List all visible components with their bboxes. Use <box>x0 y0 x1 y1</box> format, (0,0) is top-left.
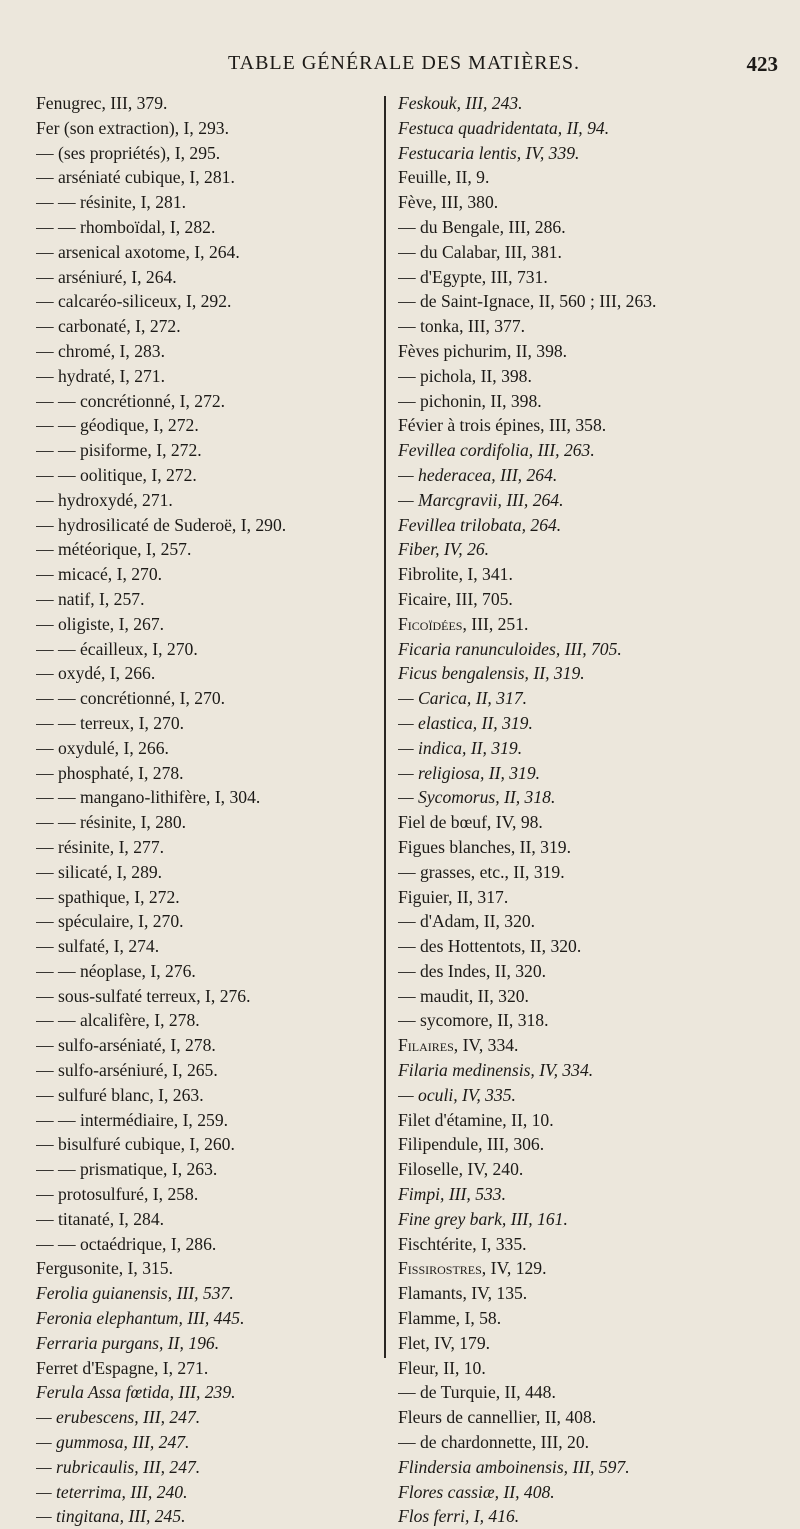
index-entry: Filoselle, IV, 240. <box>398 1159 524 1180</box>
index-entry: Filipendule, III, 306. <box>398 1134 545 1155</box>
index-entry: — silicaté, I, 289. <box>36 861 163 882</box>
index-entry: — hydroxydé, 271. <box>36 489 173 510</box>
index-entry: Flos ferri, I, 416. <box>398 1506 520 1527</box>
index-entry: — hydraté, I, 271. <box>36 365 165 386</box>
index-entry: — d'Egypte, III, 731. <box>398 266 548 287</box>
running-title: TABLE GÉNÉRALE DES MATIÈRES. <box>228 52 580 74</box>
index-entry: Fleurs de cannellier, II, 408. <box>398 1407 597 1428</box>
index-entry: — indica, II, 319. <box>398 737 523 758</box>
index-entry: Flores cassiæ, II, 408. <box>398 1481 555 1502</box>
index-entry: — arséniuré, I, 264. <box>36 266 177 287</box>
index-entry: — — néoplase, I, 276. <box>36 960 196 981</box>
index-entry: — — pisiforme, I, 272. <box>36 440 202 461</box>
index-entry: — d'Adam, II, 320. <box>398 911 536 932</box>
index-entry: — des Hottentots, II, 320. <box>398 936 582 957</box>
index-entry: Ficaria ranunculoides, III, 705. <box>398 638 622 659</box>
index-entry: Ferret d'Espagne, I, 271. <box>36 1357 209 1378</box>
index-entry: — pichonin, II, 398. <box>398 390 542 411</box>
index-entry: Feskouk, III, 243. <box>398 93 523 113</box>
index-entry: — Marcgravii, III, 264. <box>398 489 564 510</box>
index-entry: — calcaréo-siliceux, I, 292. <box>36 291 232 312</box>
index-entry: — sulfo-arséniaté, I, 278. <box>36 1035 216 1056</box>
index-entry: Flamme, I, 58. <box>398 1308 502 1329</box>
index-entry: — hydrosilicaté de Suderoë, I, 290. <box>36 514 287 535</box>
index-entry: — — oolitique, I, 272. <box>36 464 197 485</box>
index-entry: — oxydé, I, 266. <box>36 663 156 684</box>
index-entry: Flindersia amboinensis, III, 597. <box>398 1456 630 1477</box>
index-entry: Ficaire, III, 705. <box>398 588 513 609</box>
index-entry: — — terreux, I, 270. <box>36 712 185 733</box>
index-entry: Fischtérite, I, 335. <box>398 1233 527 1254</box>
index-entry: — oculi, IV, 335. <box>398 1084 516 1105</box>
index-entry: — teterrima, III, 240. <box>36 1481 188 1502</box>
index-entry: — elastica, II, 319. <box>398 712 533 733</box>
index-entry: Ferula Assa fœtida, III, 239. <box>36 1382 236 1403</box>
index-entry: — tingitana, III, 245. <box>36 1506 186 1527</box>
index-entry: Festucaria lentis, IV, 339. <box>398 142 580 163</box>
index-entry: — — géodique, I, 272. <box>36 415 199 436</box>
index-entry: — — concrétionné, I, 272. <box>36 390 226 411</box>
index-entry: Ferraria purgans, II, 196. <box>36 1332 220 1353</box>
index-entry: — (ses propriétés), I, 295. <box>36 142 221 163</box>
index-entry: — — concrétionné, I, 270. <box>36 688 226 709</box>
index-entry: — Carica, II, 317. <box>398 688 528 709</box>
index-entry: — — alcalifère, I, 278. <box>36 1010 200 1031</box>
index-entry: — du Bengale, III, 286. <box>398 216 566 237</box>
index-entry: — — mangano-lithifère, I, 304. <box>36 787 261 808</box>
index-entry: — religiosa, II, 319. <box>398 762 541 783</box>
index-entry: — — prismatique, I, 263. <box>36 1159 218 1180</box>
index-entry: — — écailleux, I, 270. <box>36 638 198 659</box>
index-entry: — Sycomorus, II, 318. <box>398 787 556 808</box>
index-entry: — pichola, II, 398. <box>398 365 532 386</box>
index-entry: — protosulfuré, I, 258. <box>36 1184 199 1205</box>
index-entry: Ficoïdées, III, 251. <box>398 613 529 634</box>
index-entry: Filaires, IV, 334. <box>398 1035 519 1056</box>
index-entry: Fergusonite, I, 315. <box>36 1258 173 1279</box>
index-entry: — tonka, III, 377. <box>398 316 526 337</box>
index-entry: — de Turquie, II, 448. <box>398 1382 556 1403</box>
index-entry: — sycomore, II, 318. <box>398 1010 549 1031</box>
index-entry: — de chardonnette, III, 20. <box>398 1432 590 1453</box>
index-entry: — bisulfuré cubique, I, 260. <box>36 1134 235 1155</box>
index-entry: — spathique, I, 272. <box>36 886 180 907</box>
index-entry: Fine grey bark, III, 161. <box>398 1208 568 1229</box>
index-entry: — titanaté, I, 284. <box>36 1208 165 1229</box>
index-entry: — — rhomboïdal, I, 282. <box>36 216 216 237</box>
index-entry: — hederacea, III, 264. <box>398 464 558 485</box>
index-entry: Figues blanches, II, 319. <box>398 836 571 857</box>
index-entry: Feuille, II, 9. <box>398 167 490 188</box>
index-entry: Fleur, II, 10. <box>398 1357 486 1378</box>
index-entry: — — résinite, I, 280. <box>36 812 187 833</box>
index-entry: — arséniaté cubique, I, 281. <box>36 167 235 188</box>
index-entry: — — octaédrique, I, 286. <box>36 1233 217 1254</box>
index-entry: — sous-sulfaté terreux, I, 276. <box>36 985 251 1006</box>
index-entry: Fiber, IV, 26. <box>398 539 490 560</box>
index-entry: — natif, I, 257. <box>36 588 145 609</box>
index-entry: Fèves pichurim, II, 398. <box>398 340 568 361</box>
index-entry: — micacé, I, 270. <box>36 564 163 585</box>
index-entry: — des Indes, II, 320. <box>398 960 547 981</box>
index-entry: — rubricaulis, III, 247. <box>36 1456 201 1477</box>
index-entry: Feronia elephantum, III, 445. <box>36 1308 245 1329</box>
index-entry: — — intermédiaire, I, 259. <box>36 1109 229 1130</box>
running-header <box>30 52 778 82</box>
index-entry: — grasses, etc., II, 319. <box>398 861 565 882</box>
index-entry: — — résinite, I, 281. <box>36 192 187 213</box>
index-entry: Fimpi, III, 533. <box>398 1184 506 1205</box>
index-entry: Ficus bengalensis, II, 319. <box>398 663 585 684</box>
index-entry: — oligiste, I, 267. <box>36 613 165 634</box>
index-column-right <box>398 91 778 1529</box>
index-entry: Ferolia guianensis, III, 537. <box>36 1283 234 1304</box>
index-entry: — gummosa, III, 247. <box>36 1432 190 1453</box>
index-entry: — résinite, I, 277. <box>36 836 165 857</box>
index-entry: — erubescens, III, 247. <box>36 1407 201 1428</box>
index-entry: Fiel de bœuf, IV, 98. <box>398 812 543 833</box>
index-entry: Flet, IV, 179. <box>398 1332 491 1353</box>
index-entry: — carbonaté, I, 272. <box>36 316 181 337</box>
index-entry: — de Saint-Ignace, II, 560 ; III, 263. <box>398 291 657 312</box>
index-entry: Festuca quadridentata, II, 94. <box>398 117 610 138</box>
index-entry: — arsenical axotome, I, 264. <box>36 241 240 262</box>
index-entry: Fer (son extraction), I, 293. <box>36 117 229 138</box>
index-entry: Fibrolite, I, 341. <box>398 564 513 585</box>
index-entry: Flamants, IV, 135. <box>398 1283 528 1304</box>
index-column-left <box>36 91 376 1529</box>
index-entry: Fissirostres, IV, 129. <box>398 1258 547 1279</box>
index-entry: Fevillea cordifolia, III, 263. <box>398 440 595 461</box>
index-entry: Filet d'étamine, II, 10. <box>398 1109 554 1130</box>
index-entry: — chromé, I, 283. <box>36 340 165 361</box>
index-entry: Fève, III, 380. <box>398 192 499 213</box>
index-entry: — sulfuré blanc, I, 263. <box>36 1084 204 1105</box>
index-entry: Filaria medinensis, IV, 334. <box>398 1060 594 1081</box>
index-entry: — maudit, II, 320. <box>398 985 529 1006</box>
index-entry: Févier à trois épines, III, 358. <box>398 415 607 436</box>
index-entry: — sulfaté, I, 274. <box>36 936 160 957</box>
index-entry: — spéculaire, I, 270. <box>36 911 184 932</box>
index-entry: Figuier, II, 317. <box>398 886 509 907</box>
index-entry: Fevillea trilobata, 264. <box>398 514 562 535</box>
index-entry: — oxydulé, I, 266. <box>36 737 169 758</box>
index-entry: — du Calabar, III, 381. <box>398 241 562 262</box>
page-number: 423 <box>746 52 778 76</box>
index-entry: — sulfo-arséniuré, I, 265. <box>36 1060 218 1081</box>
index-entry: — phosphaté, I, 278. <box>36 762 184 783</box>
index-entry: Fenugrec, III, 379. <box>36 93 168 113</box>
column-divider <box>384 96 386 1358</box>
index-entry: — météorique, I, 257. <box>36 539 192 560</box>
